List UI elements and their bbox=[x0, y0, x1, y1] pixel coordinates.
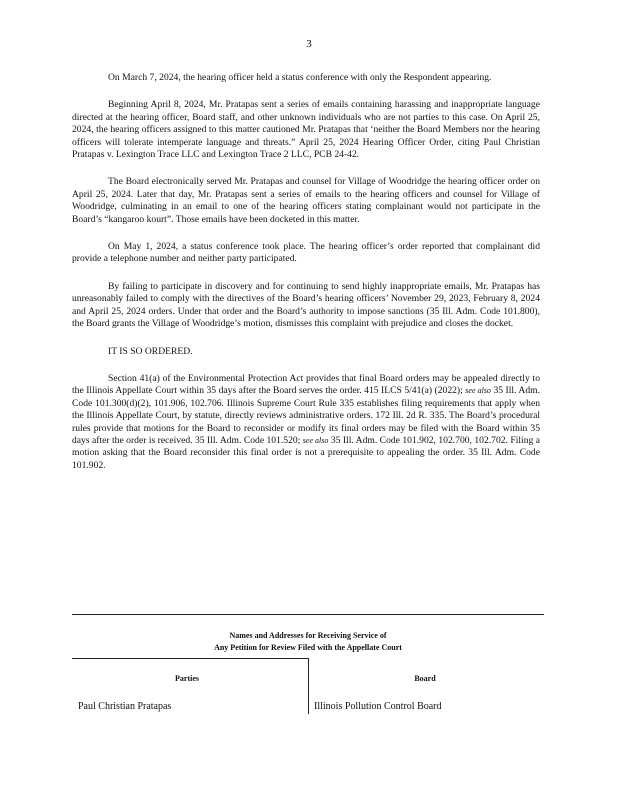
paragraph-status-conference: On March 7, 2024, the hearing officer held a status conference with only the Respondent appearing. bbox=[108, 72, 492, 83]
appeal-part-1: Section 41(a) of the Environmental Protection Act provides that final Board orders may be appealed directly to the Illinois Appellate Court within 35 days after the Board serves the order. 415 ILCS 5/41(a) (2022); bbox=[72, 372, 540, 397]
appeal-part-2: 35 Ill. Adm. Code 101.300(d)(2), 101.906, 102.706. Illinois Supreme Court Rule 335 establishes filing requirements that apply when the Illinois Appellate Court, by statute, directly reviews administrative orders. 172 Ill. 2d R. 335. The Board’s procedural rules provide that motions for the Board to reconsider or modify its final orders may be filed with the Board within 35 days after the order is received. 35 Ill. Adm. Code 101.520; bbox=[72, 385, 540, 446]
board-name: Illinois Pollution Control Board bbox=[314, 701, 442, 712]
so-ordered: IT IS SO ORDERED. bbox=[108, 345, 193, 357]
service-table-title bbox=[72, 630, 544, 654]
party-name: Paul Christian Pratapas bbox=[78, 701, 172, 712]
table-header-rule bbox=[72, 658, 308, 659]
see-also-2: see also bbox=[302, 435, 329, 445]
paragraph-emails: Beginning April 8, 2024, Mr. Pratapas sent a series of emails containing harassing and inappropriate language directed at the hearing officer, Board staff, and other unknown individuals who are not parties to this case. On April 25, 2024, the hearing officers assigned to this matter cautioned Mr. Pratapas that ‘neither the Board Members nor the hearing officers will tolerate intemperate language and threats.” April 25, 2024 Hearing Officer Order, citing Paul Christian Pratapas v. Lexington Trace LLC and Lexington Trace 2 LLC, PCB 24-42. bbox=[72, 99, 540, 161]
column-header-board: Board bbox=[414, 674, 436, 683]
order-body bbox=[72, 72, 540, 487]
paragraph-may-conference: On May 1, 2024, a status conference took place. The hearing officer’s order reported that complainant did provide a telephone number and neither party participated. bbox=[72, 241, 540, 265]
table-top-rule bbox=[72, 614, 544, 615]
paragraph-appeal bbox=[72, 373, 540, 472]
see-also-1: see also bbox=[465, 386, 491, 396]
column-header-parties: Parties bbox=[175, 674, 199, 683]
paragraph-service: The Board electronically served Mr. Pratapas and counsel for Village of Woodridge the hearing officer order on April 25, 2024. Later that day, Mr. Pratapas sent a series of emails to the hearing officers and counsel for Village of Woodridge, culminating in an email to one of the hearing officers stating complainant would not participate in the Board’s “kangaroo kourt”. Those emails have been docketed in this matter. bbox=[72, 176, 540, 225]
appeal-part-3: 35 Ill. Adm. Code 101.902, 102.700, 102.702. Filing a motion asking that the Board reconsider this final order is not a prerequisite to appealing the order. 35 Ill. Adm. Code 101.902. bbox=[72, 434, 540, 471]
table-column-divider bbox=[308, 658, 309, 714]
service-title-line-2: Any Petition for Review Filed with the Appellate Court bbox=[214, 643, 402, 652]
service-title-line-1: Names and Addresses for Receiving Service of bbox=[229, 631, 387, 640]
page-number: 3 bbox=[306, 38, 312, 50]
paragraph-dismissal: By failing to participate in discovery and for continuing to send highly inappropriate emails, Mr. Pratapas has unreasonably failed to comply with the directives of the Board’s hearing officers’ November 29, 2023, February 8, 2024 and April 25, 2024 orders. Under that order and the Board’s authority to impose sanctions (35 Ill. Adm. Code 101.800), the Board grants the Village of Woodridge’s motion, dismisses this complaint with prejudice and closes the docket. bbox=[72, 280, 540, 330]
